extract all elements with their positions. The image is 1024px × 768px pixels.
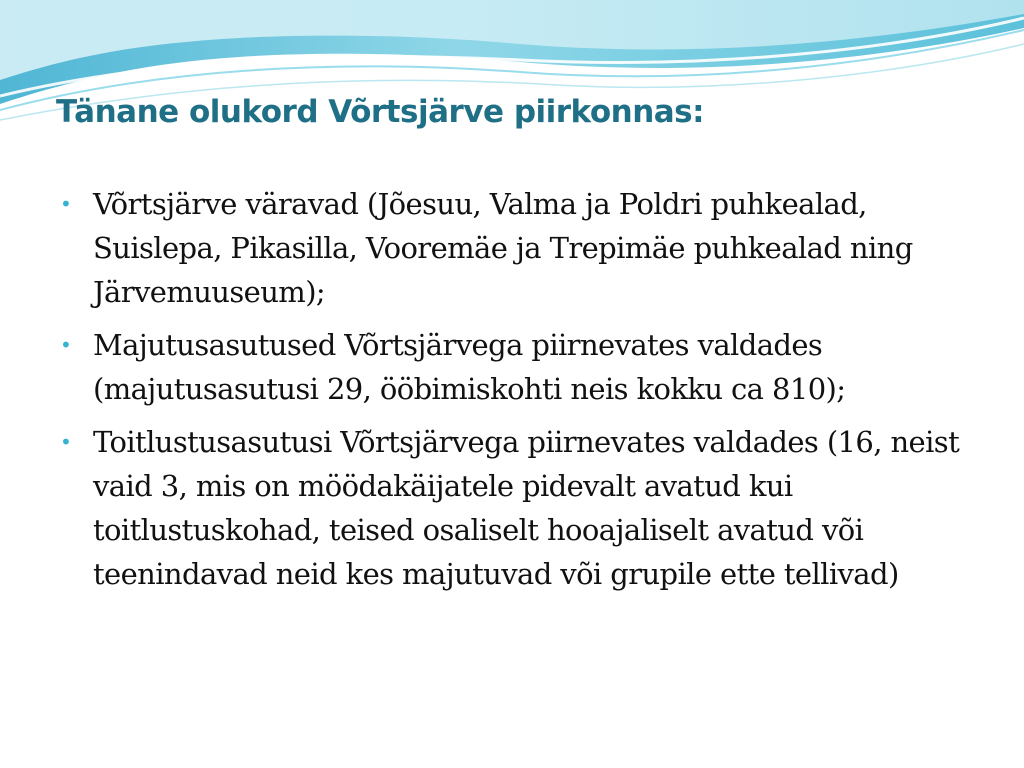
- bullet-item: [56, 420, 976, 596]
- bullet-text: Majutusasutused Võrtsjärvega piirnevates valdades (majutusasutusi 29, ööbimiskohti neis kokku ca 810);: [93, 328, 846, 406]
- slide-title: Tänane olukord Võrtsjärve piirkonnas:: [56, 94, 705, 130]
- bullet-dot-icon: •: [60, 192, 72, 216]
- bullet-text: Toitlustusasutusi Võrtsjärvega piirnevates valdades (16, neist vaid 3, mis on möödakäijatele pidevalt avatud kui toitlustuskohad, teised osaliselt hooajaliselt avatud või teenindavad neid kes majutuvad või grupile ette tellivad): [93, 425, 960, 591]
- bullet-text: Võrtsjärve väravad (Jõesuu, Valma ja Poldri puhkealad, Suislepa, Pikasilla, Vooremäe ja Trepimäe puhkealad ning Järvemuuseum);: [93, 187, 913, 309]
- bullet-dot-icon: •: [60, 333, 72, 357]
- bullet-item: [56, 323, 976, 411]
- bullet-item: [56, 182, 976, 314]
- bullet-dot-icon: •: [60, 430, 72, 454]
- bullet-list: [56, 182, 976, 605]
